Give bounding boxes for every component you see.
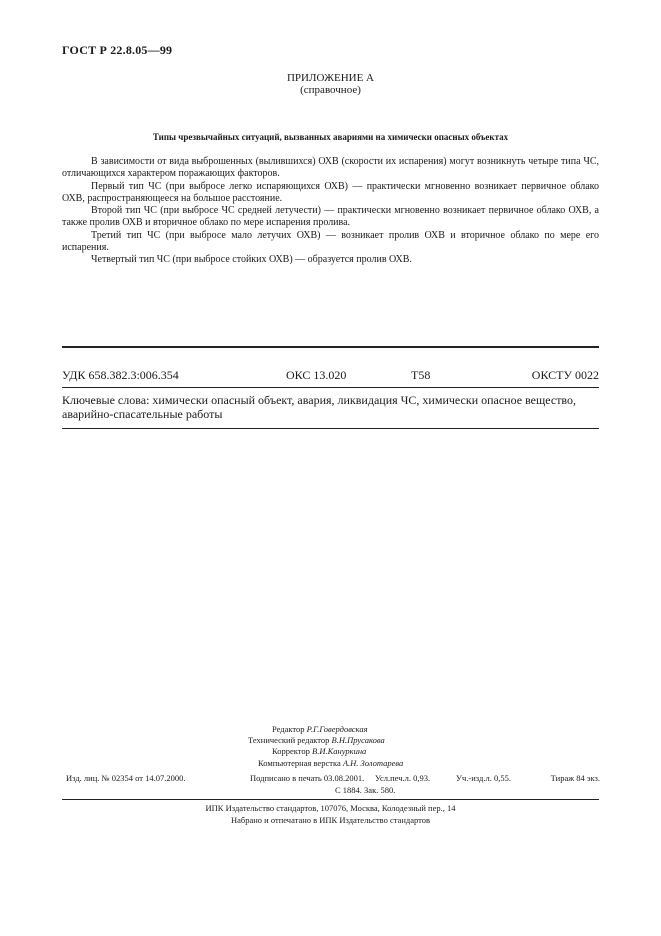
okstu-code: ОКСТУ 0022 xyxy=(531,368,599,382)
publisher-sheets: Уч.-изд.л. 0,55. xyxy=(456,773,511,783)
keywords: Ключевые слова: химически опасный объект, авария, ликвидация ЧС, химически опасное вещество, аварийно-спасательные работы xyxy=(62,393,577,421)
print-sheets: Усл.печ.л. 0,93. xyxy=(375,773,431,783)
body-text xyxy=(62,156,599,267)
order-number: С 1884. Зак. 580. xyxy=(335,785,396,795)
signed-date: Подписано в печать 03.08.2001. xyxy=(250,773,365,783)
paragraph: Третий тип ЧС (при выбросе мало летучих ОХВ) — возникает пролив ОХВ и вторичное облако по мере его испарения. xyxy=(62,229,599,254)
udk-code: УДК 658.382.3:006.354 xyxy=(62,368,179,382)
credit-layout: Компьютерная верстка А.Н. Золотарева xyxy=(258,757,404,768)
paragraph: Второй тип ЧС (при выбросе ЧС средней летучести) — практически мгновенно возникает первичное облако ОХВ, а также пролив ОХВ и вторичное облако по мере испарения пролива. xyxy=(62,205,599,229)
oks-code: ОКС 13.020 xyxy=(286,368,347,382)
keywords-divider xyxy=(62,428,599,429)
credit-editor: Редактор Р.Г.Говердовская xyxy=(272,724,368,734)
credit-tech-editor: Технический редактор В.Н.Прусакова xyxy=(248,735,385,746)
appendix-title: ПРИЛОЖЕНИЕ А xyxy=(286,72,374,84)
classification-divider xyxy=(62,387,599,388)
paragraph: Четвертый тип ЧС (при выбросе стойких ОХВ) — образуется пролив ОХВ. xyxy=(91,254,412,266)
appendix-subtitle: (справочное) xyxy=(300,84,361,96)
gost-code-header: ГОСТ Р 22.8.05—99 xyxy=(62,43,173,57)
publisher-printed: Набрано и отпечатано в ИПК Издательство стандартов xyxy=(230,815,431,825)
section-title: Типы чрезвычайных ситуаций, вызванных авариями на химически опасных объектах xyxy=(152,132,509,142)
t-code: Т58 xyxy=(411,368,431,382)
paragraph: Первый тип ЧС (при выбросе легко испаряющихся ОХВ) — практически мгновенно возникает первичное облако ОХВ, распространяющееся на большое расстояние. xyxy=(62,180,599,204)
license: Изд. лиц. № 02354 от 14.07.2000. xyxy=(66,773,186,783)
credits-block xyxy=(180,724,480,769)
paragraph: В зависимости от вида выброшенных (вылившихся) ОХВ (скорости их испарения) могут возникнуть четыре типа ЧС, отличающихся характером поражающих факторов. xyxy=(62,156,599,180)
print-run: Тираж 84 экз. xyxy=(550,773,600,783)
top-divider xyxy=(62,346,599,348)
credit-proofreader: Корректор В.И.Кануркина xyxy=(272,746,367,757)
publisher-address: ИПК Издательство стандартов, 107076, Москва, Колодезный пер., 14 xyxy=(205,803,456,813)
publisher-divider xyxy=(62,799,599,800)
